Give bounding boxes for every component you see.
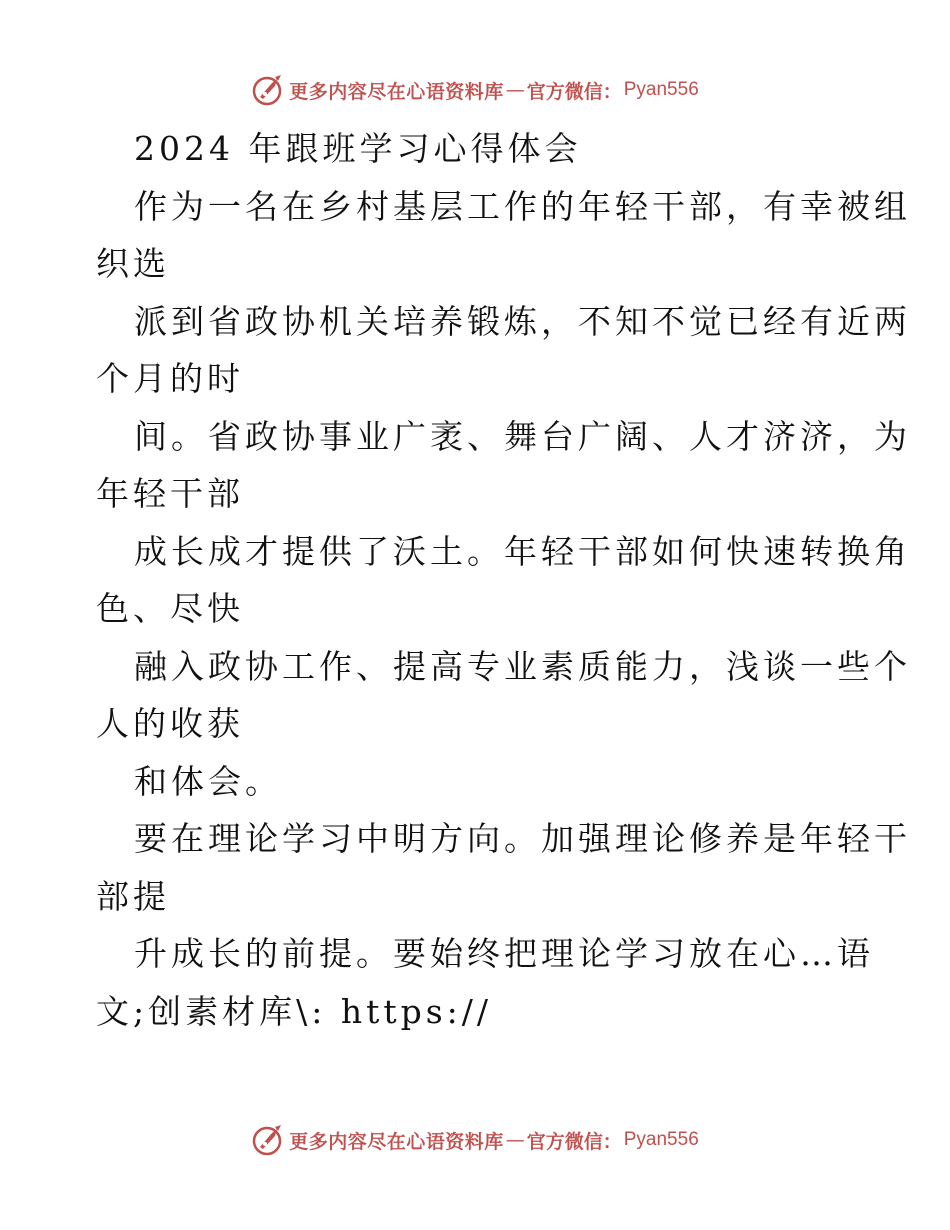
text-line: 部提	[96, 876, 170, 916]
text-line: 个月的时	[96, 359, 244, 398]
watermark-dash: —	[505, 1129, 525, 1151]
text-line: 要在理论学习中明方向。加强理论修养是年轻干	[134, 819, 911, 858]
text-line: 文;创素材库\: https://	[96, 991, 493, 1031]
watermark-dash: —	[505, 79, 525, 101]
text-line: 年轻干部	[96, 474, 244, 513]
text-line: 人的收获	[96, 704, 244, 743]
watermark-wechat-id: Pyan556	[623, 79, 699, 100]
footer-watermark	[0, 1120, 950, 1160]
text-line: 织选	[96, 244, 170, 283]
text-line: 作为一名在乡村基层工作的年轻干部，有幸被组	[134, 186, 911, 226]
watermark-wechat-id: Pyan556	[623, 1129, 699, 1150]
text-line: 升成长的前提。要始终把理论学习放在心…语	[134, 934, 874, 973]
text-line: 2024 年跟班学习心得体会	[134, 129, 582, 168]
watermark-wechat-label: 官方微信：	[526, 1130, 622, 1153]
watermark-wechat-label: 官方微信：	[526, 80, 622, 103]
text-line: 间。省政协事业广袤、舞台广阔、人才济济，为	[134, 416, 911, 456]
text-line: 派到省政协机关培养锻炼，不知不觉已经有近两	[134, 301, 911, 341]
pen-nib-logo-icon	[251, 73, 285, 107]
pen-nib-logo-icon	[251, 1123, 285, 1157]
header-watermark	[0, 70, 950, 110]
text-line: 色、尽快	[96, 589, 244, 628]
text-line: 融入政协工作、提高专业素质能力，浅谈一些个	[134, 646, 911, 686]
text-line: 和体会。	[134, 761, 282, 801]
watermark-text: 更多内容尽在心语资料库	[289, 80, 504, 103]
watermark-text: 更多内容尽在心语资料库	[289, 1130, 504, 1153]
text-line: 成长成才提供了沃土。年轻干部如何快速转换角	[134, 531, 911, 571]
document-body	[96, 120, 911, 1040]
